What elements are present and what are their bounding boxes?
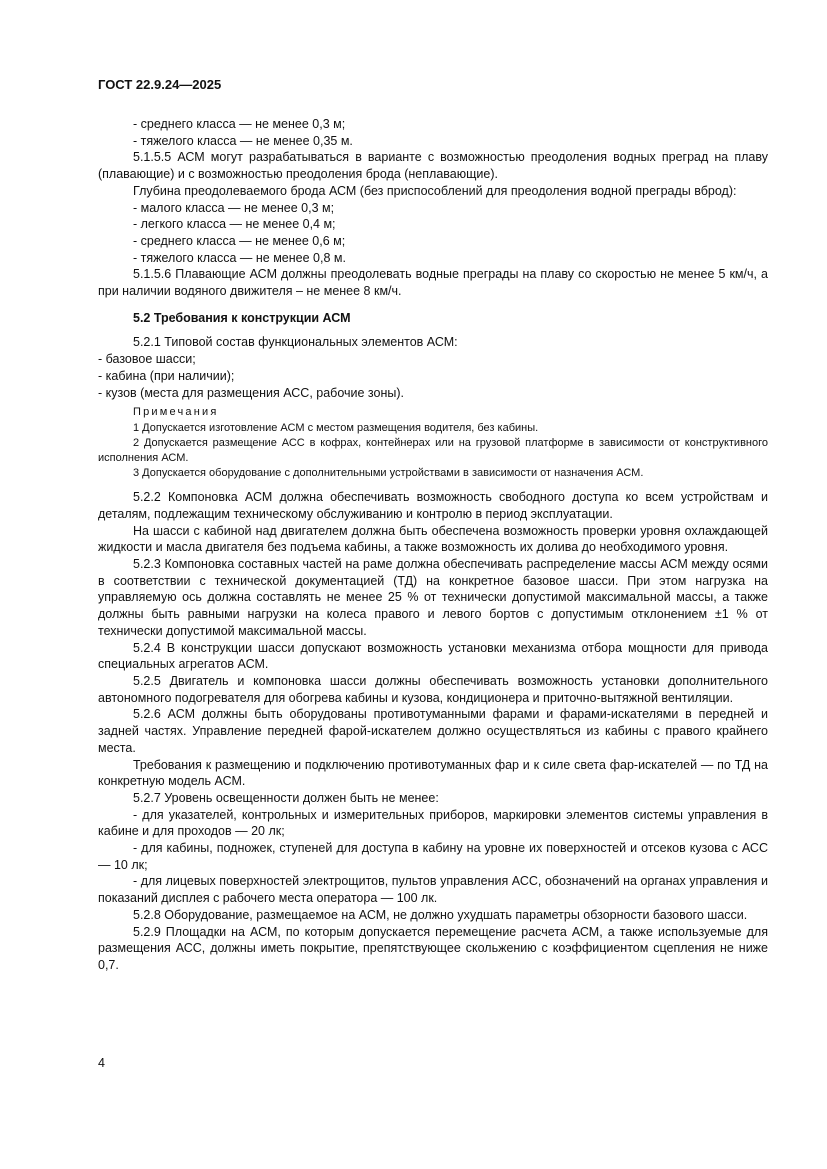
list-item: - тяжелого класса — не менее 0,8 м. [133,250,346,265]
list-item: - среднего класса — не менее 0,3 м; [133,117,346,131]
list-item: - тяжелого класса — не менее 0,35 м. [133,133,353,148]
document-header: ГОСТ 22.9.24—2025 [98,77,222,92]
clause-5-2-7: 5.2.7 Уровень освещенности должен быть не менее: [133,790,439,805]
notes-block [98,405,768,481]
clause-5-2-9: 5.2.9 Площадки на АСМ, по которым допускается перемещение расчета АСМ, а также используемые для размещения АСС, должны иметь покрытие, препятствующее скольжению с коэффициентом сцепления не ниже 0,7. [98,924,768,972]
clause-5-2-5: 5.2.5 Двигатель и компоновка шасси должны обеспечивать возможность установки дополнительного автономного подогревателя для обогрева кабины и кузова, кондиционера и приточно-вытяжной вентиляции. [98,673,768,705]
note-item: 2 Допускается размещение АСС в кофрах, контейнерах или на грузовой платформе в зависимости от конструктивного исполнения АСМ. [98,437,768,465]
page-number: 4 [98,1056,105,1070]
notes-title: Примечания [133,406,219,419]
clause-5-2-6: 5.2.6 АСМ должны быть оборудованы противотуманными фарами и фарами-искателями в передней и задней частях. Управление передней фарой-искателем должно осуществляться из кабины с правого крайнего места. [98,707,768,755]
clause-5-1-5-6: 5.1.5.6 Плавающие АСМ должны преодолевать водные преграды на плаву со скоростью не менее 5 км/ч, а при наличии водяного движителя – не менее 8 км/ч. [98,267,768,299]
note-item: 1 Допускается изготовление АСМ с местом размещения водителя, без кабины. [133,422,539,435]
document-body [98,116,768,974]
clause-5-2-8: 5.2.8 Оборудование, размещаемое на АСМ, не должно ухудшать параметры обзорности базового шасси. [133,907,748,922]
list-item: - малого класса — не менее 0,3 м; [133,200,335,215]
section-title: 5.2 Требования к конструкции АСМ [133,310,351,325]
list-item: - базовое шасси; [98,352,196,367]
list-item: - для кабины, подножек, ступеней для доступа в кабину на уровне их поверхностей и отсеков кузова с АСС — 10 лк; [98,841,768,872]
ford-depth-paragraph: Глубина преодолеваемого брода АСМ (без приспособлений для преодоления водной преграды вброд): [133,183,737,198]
clause-5-2-6-cont: Требования к размещению и подключению противотуманных фар и к силе света фар-искателей — по ТД на конкретную модель АСМ. [98,757,768,789]
clause-5-2-1: 5.2.1 Типовой состав функциональных элементов АСМ: [133,335,458,350]
list-item: - для указателей, контрольных и измерительных приборов, маркировки элементов системы управления в кабине и для проходов — 20 лк; [98,807,768,839]
clause-5-2-4: 5.2.4 В конструкции шасси допускают возможность установки механизма отбора мощности для привода специальных агрегатов АСМ. [98,640,768,672]
note-item: 3 Допускается оборудование с дополнительными устройствами в зависимости от назначения АСМ. [133,467,644,480]
clause-5-2-2: 5.2.2 Компоновка АСМ должна обеспечивать возможность свободного доступа ко всем устройствам и деталям, подлежащим техническому обслуживанию и контролю в период эксплуатации. [98,490,768,521]
clause-5-1-5-5: 5.1.5.5 АСМ могут разрабатываться в варианте с возможностью преодоления водных преград на плаву (плавающие) и с возможностью преодоления брода (неплавающие). [98,150,768,182]
list-item: - кабина (при наличии); [98,368,235,383]
list-item: - кузов (места для размещения АСС, рабочие зоны). [98,385,404,400]
clause-5-2-2-cont: На шасси с кабиной над двигателем должна быть обеспечена возможность проверки уровня охлаждающей жидкости и масла двигателя без подъема кабины, а также возможность их долива до необходимого уровня. [98,523,768,555]
list-item: - среднего класса — не менее 0,6 м; [133,233,346,248]
list-item: - для лицевых поверхностей электрощитов, пультов управления АСС, обозначений на органах управления и показаний дисплея с рабочего места оператора — 100 лк. [98,874,768,906]
list-item: - легкого класса — не менее 0,4 м; [133,217,336,232]
clause-5-2-3: 5.2.3 Компоновка составных частей на раме должна обеспечивать распределение массы АСМ между осями в соответствии с технической документацией (ТД) на конкретное базовое шасси. При этом нагрузка на управляемую ось должна составлять не менее 25 % от технически допустимой максимальной массы, а также должны быть равными нагрузки на колеса правого и левого бортов с допустимым отклонением ±1 % от технически допустимой максимальной массы. [98,557,768,638]
